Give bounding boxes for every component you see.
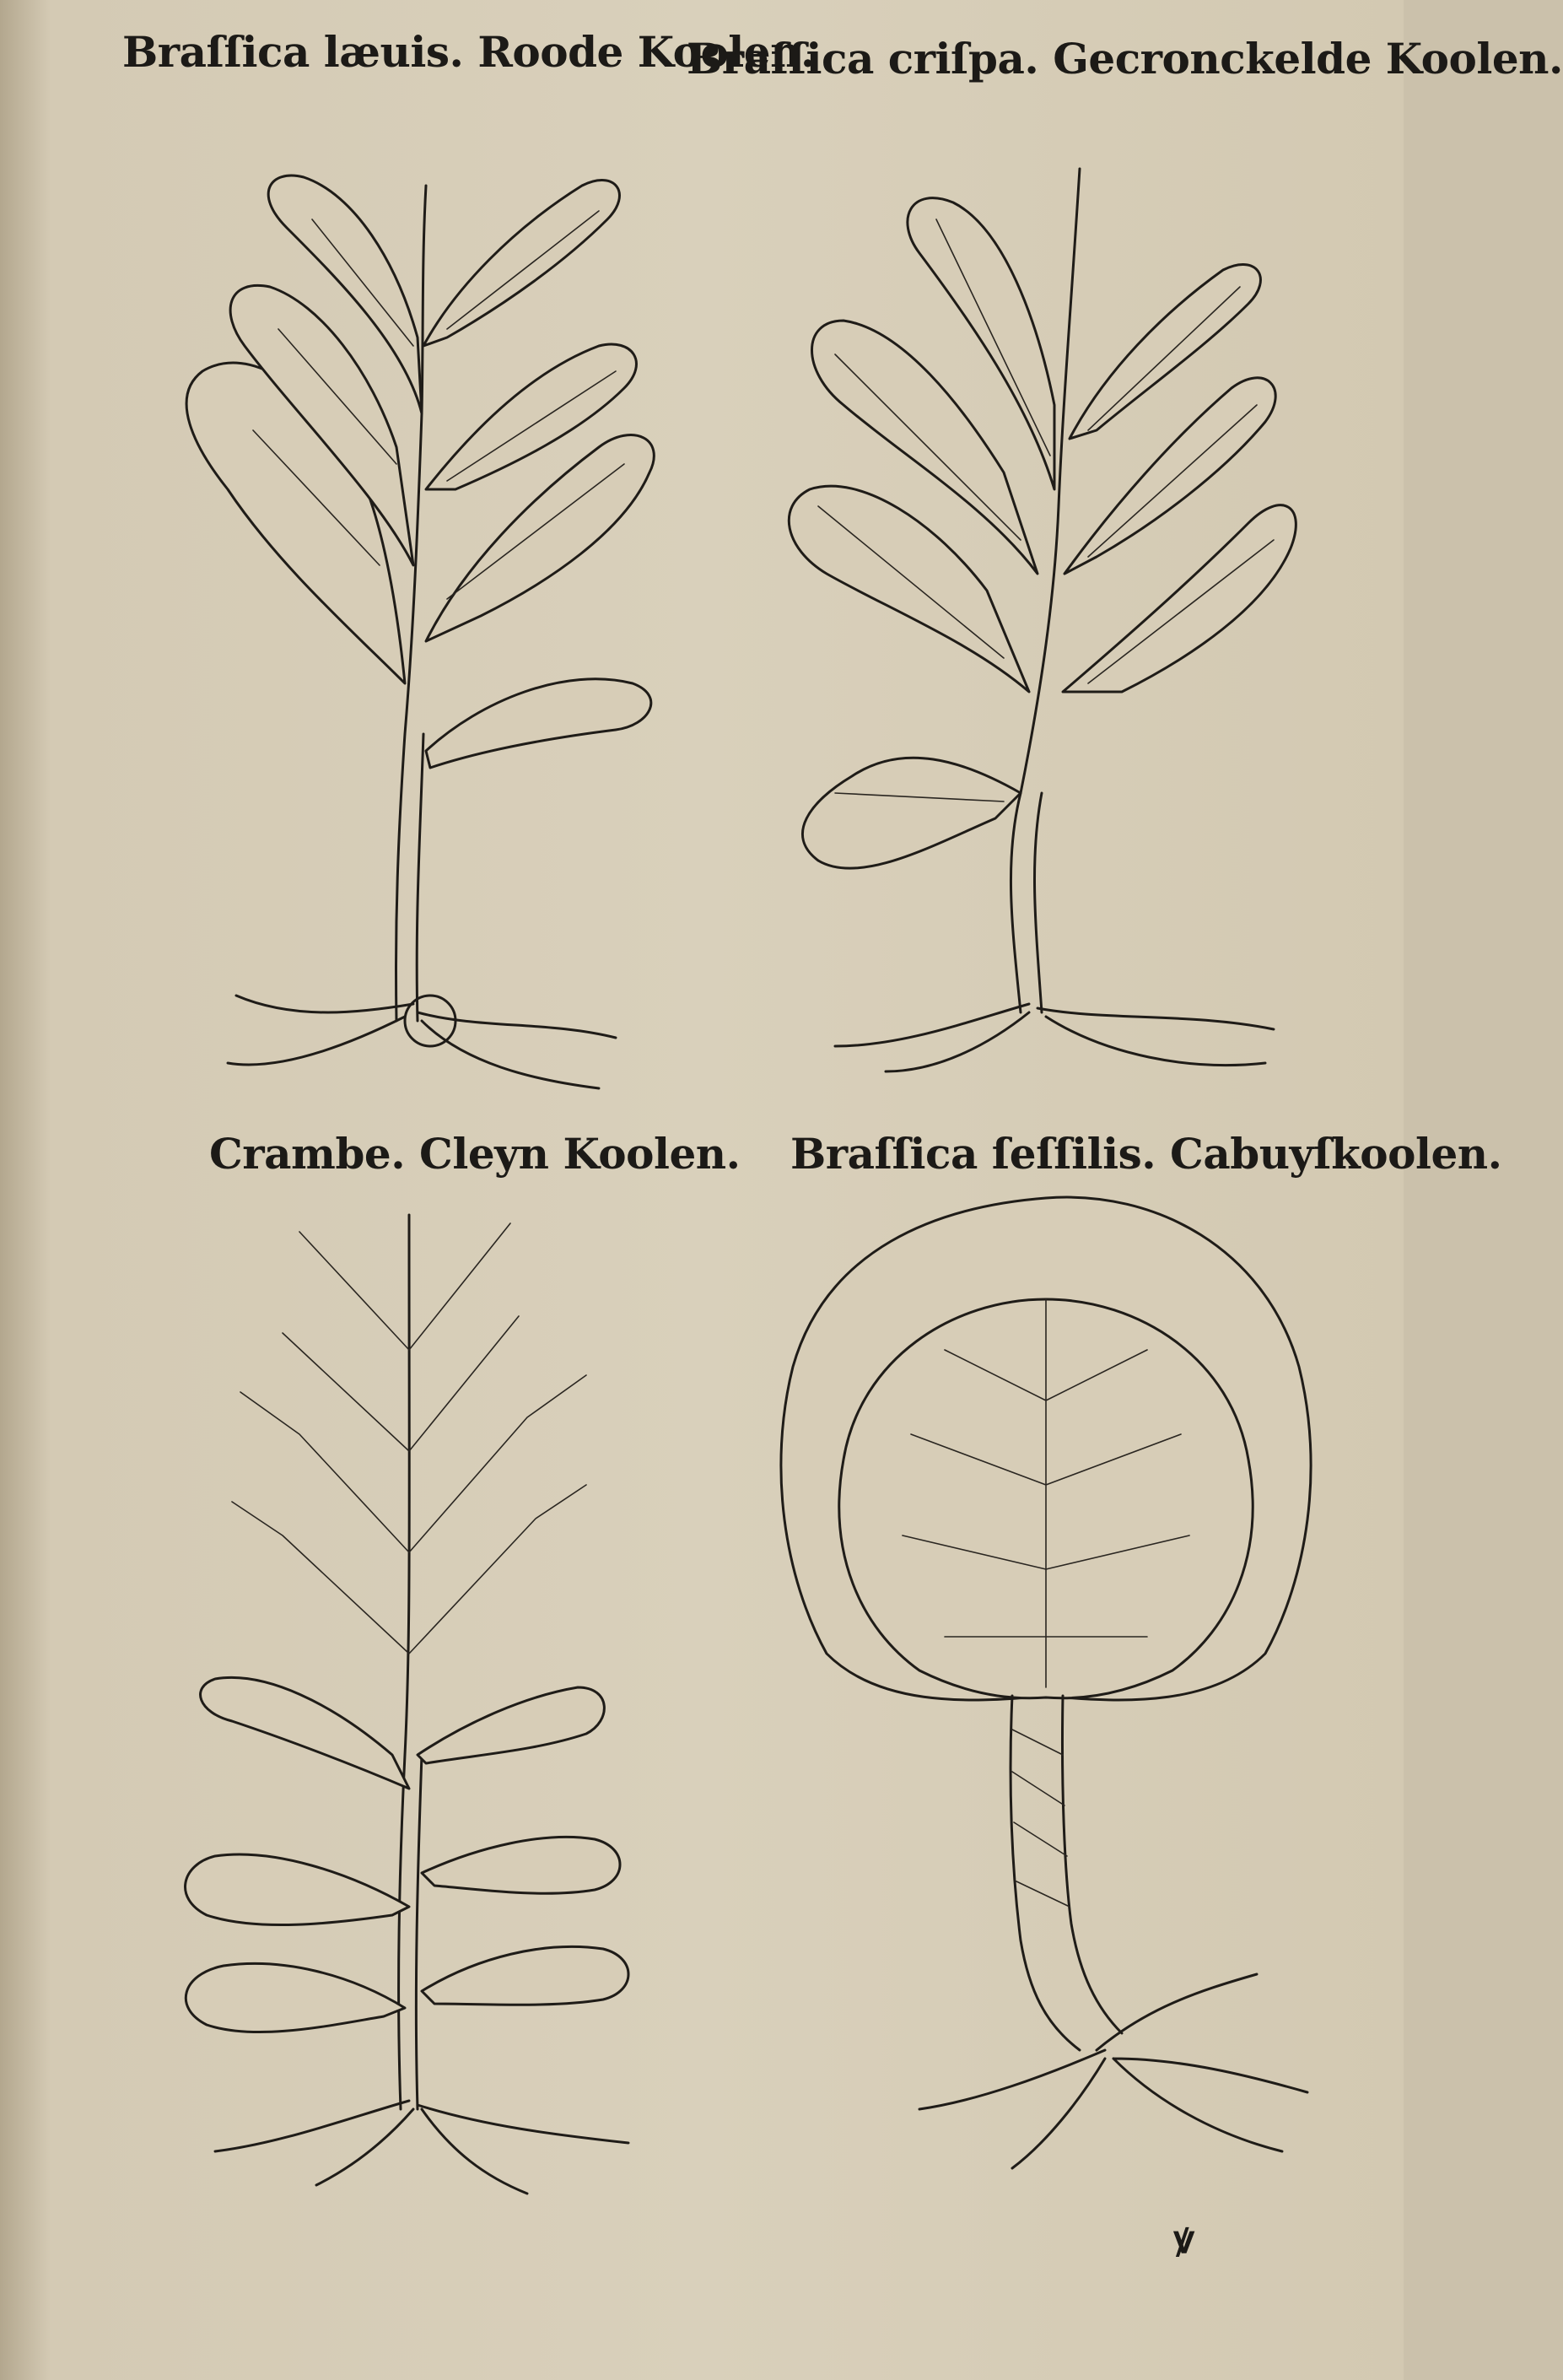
small-cabbage-illustration bbox=[131, 1181, 687, 2210]
woodcut-brassica-laevis bbox=[127, 93, 683, 1118]
caption-crambe: Crambe. Cleyn Koolen. bbox=[209, 1129, 741, 1179]
headed-cabbage-illustration bbox=[759, 1181, 1333, 2210]
caption-brassica-laevis: Braſſica læuis. Roode Koolen. bbox=[122, 27, 815, 77]
caption-brassica-crispa: Braſſica criſpa. Gecronckelde Koolen. bbox=[687, 34, 1563, 84]
cabbage-plant-illustration bbox=[127, 93, 683, 1118]
signature-mark: ꝟ bbox=[1174, 2216, 1194, 2262]
caption-brassica-sessilis: Braſſica ſeſſilis. Cabuyſkoolen. bbox=[790, 1129, 1502, 1179]
woodcut-brassica-crispa bbox=[751, 101, 1324, 1126]
curly-kale-illustration bbox=[751, 101, 1324, 1126]
woodcut-brassica-sessilis bbox=[759, 1181, 1333, 2210]
woodcut-crambe bbox=[131, 1181, 687, 2210]
